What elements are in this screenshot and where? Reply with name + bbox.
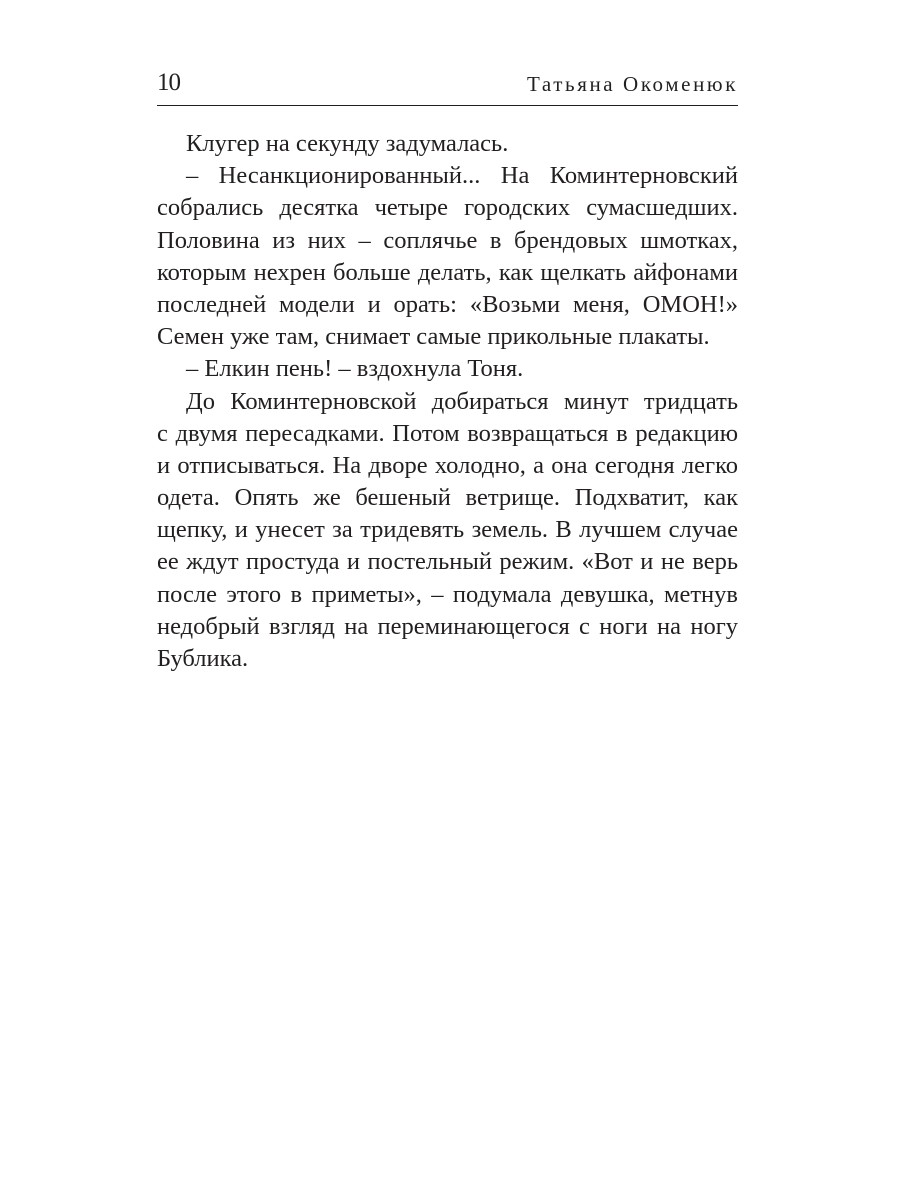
text-line: – Елкин пень! – вздохнула Тоня.	[186, 355, 524, 383]
text-line: Семен уже там, снимает самые прикольные плакаты.	[157, 323, 710, 351]
text-line: которым нехрен больше делать, как щелкать айфонами	[157, 258, 738, 286]
text-line: одета. Опять же бешеный ветрище. Подхватит, как	[157, 484, 738, 512]
text-line: после этого в приметы», – подумала девушка, метнув	[157, 580, 738, 608]
text-line: Клугер на секунду задумалась.	[186, 130, 509, 157]
text-line: – Несанкционированный... На Коминтерновский	[186, 162, 738, 190]
author-name: Татьяна Окоменюк	[526, 72, 738, 96]
running-head	[157, 66, 738, 106]
text-line: с двумя пересадками. Потом возвращаться в редакцию	[157, 419, 738, 447]
text-line: Половина из них – соплячье в брендовых шмотках,	[157, 226, 738, 254]
text-line: щепку, и унесет за тридевять земель. В лучшем случае	[157, 516, 738, 544]
text-line: недобрый взгляд на переминающегося с ноги на ногу	[157, 612, 738, 640]
header-divider	[157, 105, 738, 106]
text-line: ее ждут простуда и постельный режим. «Вот и не верь	[157, 548, 738, 576]
body-text	[157, 128, 738, 675]
text-line: последней модели и орать: «Возьми меня, ОМОН!»	[157, 290, 738, 318]
text-line: До Коминтерновской добираться минут тридцать	[186, 387, 738, 415]
text-line: и отписываться. На дворе холодно, а она сегодня легко	[157, 451, 738, 479]
page-number: 10	[157, 69, 180, 96]
text-line: собрались десятка четыре городских сумасшедших.	[157, 194, 738, 222]
text-line: Бублика.	[157, 645, 249, 672]
